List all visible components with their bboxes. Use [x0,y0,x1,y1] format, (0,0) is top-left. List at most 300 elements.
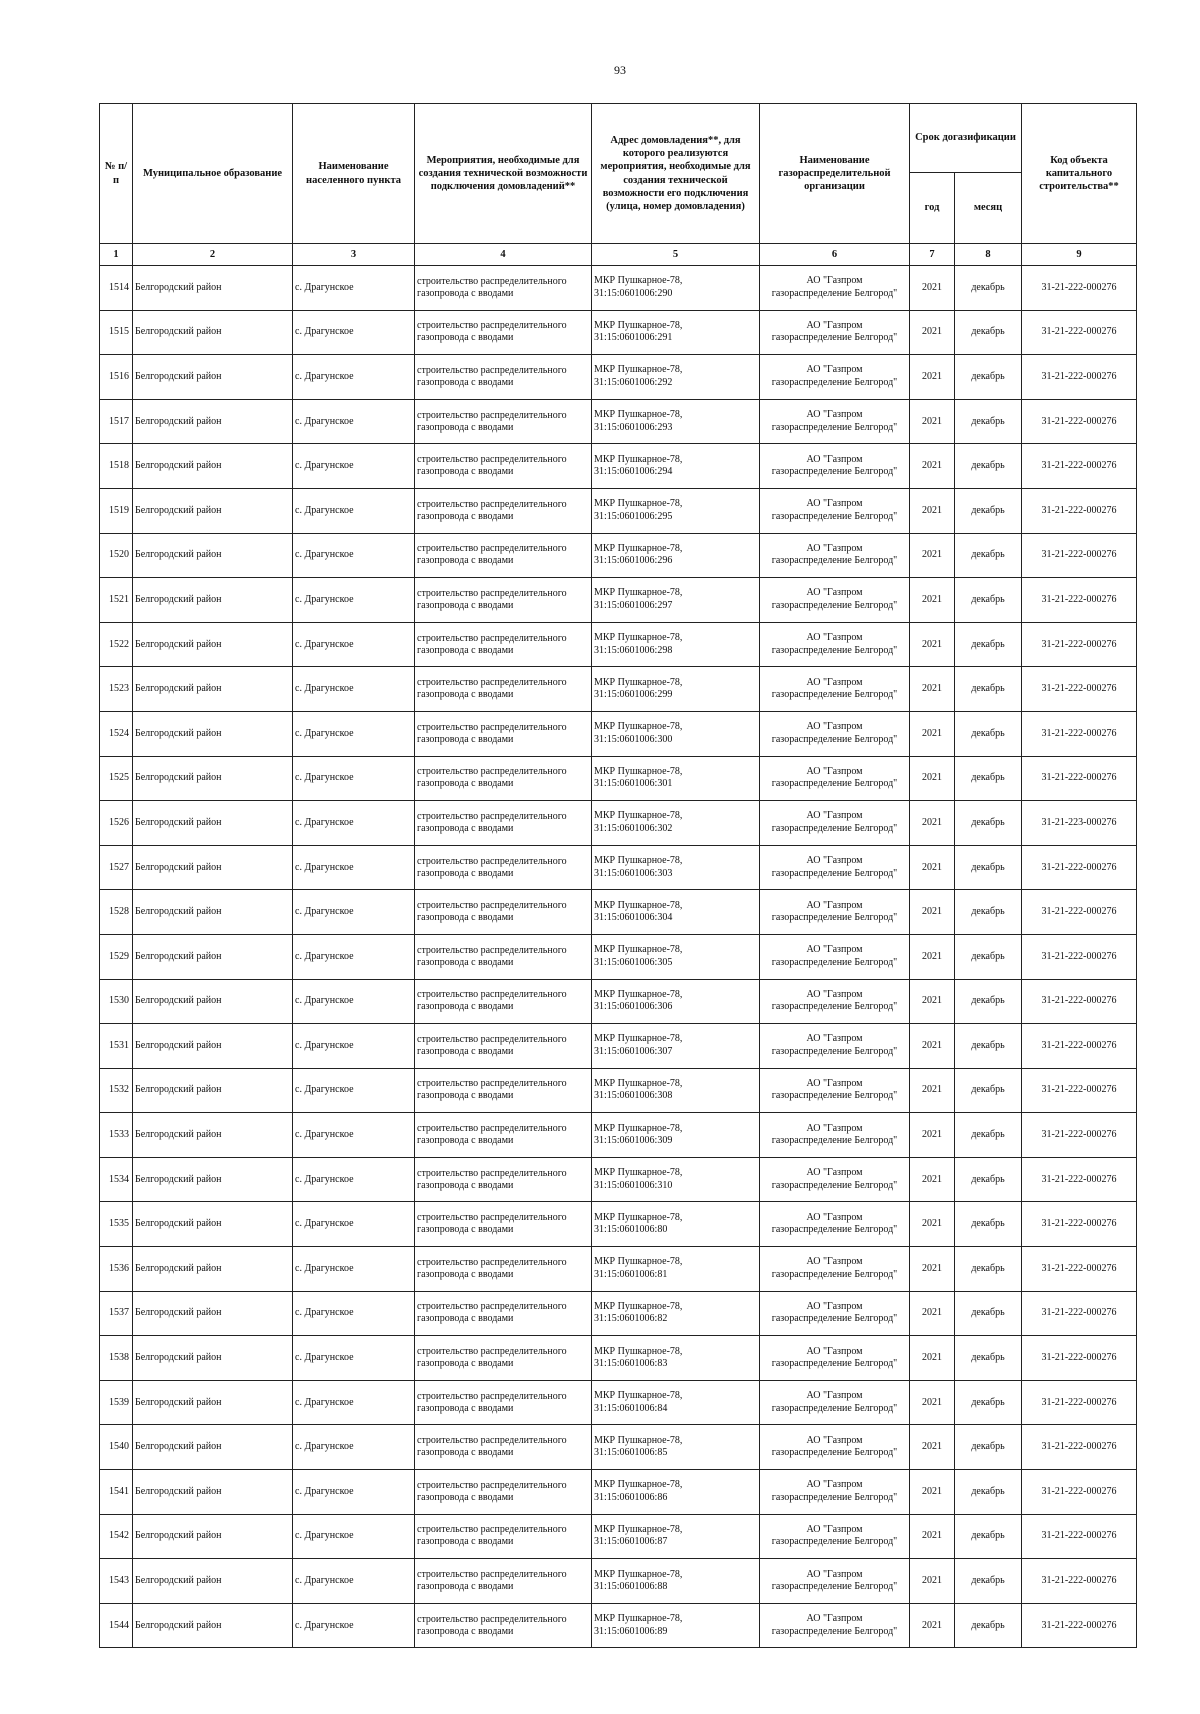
year-cell: 2021 [910,488,955,533]
address-cell-line-1: МКР Пушкарное-78, [594,1390,683,1402]
address-cell-line-1: МКР Пушкарное-78, [594,1033,683,1045]
organization-cell [760,1514,910,1559]
organization-cell-line-2: газораспределение Белгород" [771,421,898,433]
address-cell-line-1: МКР Пушкарное-78, [594,1256,683,1268]
organization-cell-line-1: АО "Газпром [806,498,863,510]
year-cell: 2021 [910,845,955,890]
row-number: 1514 [100,266,133,311]
year-cell: 2021 [910,1068,955,1113]
row-number: 1538 [100,1336,133,1381]
organization-cell [760,355,910,400]
object-code-cell: 31-21-222-000276 [1022,711,1137,756]
table-row [100,1514,1137,1559]
address-cell-line-1: МКР Пушкарное-78, [594,676,683,688]
municipality-cell: Белгородский район [133,355,293,400]
address-cell [592,1113,760,1158]
organization-cell-line-1: АО "Газпром [806,409,863,421]
measure-cell: строительство распределительного газопровода с вводами [415,1425,592,1470]
organization-cell-line-2: газораспределение Белгород" [771,1135,898,1147]
year-cell: 2021 [910,1157,955,1202]
month-cell: декабрь [955,533,1022,578]
municipality-cell: Белгородский район [133,399,293,444]
header-deadline: Срок догазификации [910,104,1022,173]
measure-cell: строительство распределительного газопровода с вводами [415,355,592,400]
organization-cell [760,890,910,935]
municipality-cell: Белгородский район [133,1336,293,1381]
municipality-cell: Белгородский район [133,1157,293,1202]
municipality-cell: Белгородский район [133,756,293,801]
address-cell-line-1: МКР Пушкарное-78, [594,587,683,599]
measure-cell: строительство распределительного газопровода с вводами [415,488,592,533]
address-cell-line-2: 31:15:0601006:297 [594,599,673,611]
organization-cell-line-1: АО "Газпром [806,721,863,733]
object-code-cell: 31-21-222-000276 [1022,1336,1137,1381]
object-code-cell: 31-21-222-000276 [1022,1068,1137,1113]
month-cell: декабрь [955,845,1022,890]
organization-cell [760,488,910,533]
table-row [100,1336,1137,1381]
address-cell-line-1: МКР Пушкарное-78, [594,1300,683,1312]
organization-cell-line-1: АО "Газпром [806,542,863,554]
organization-cell-line-2: газораспределение Белгород" [771,822,898,834]
row-number: 1519 [100,488,133,533]
organization-cell-line-1: АО "Газпром [806,1434,863,1446]
address-cell [592,533,760,578]
address-cell-line-1: МКР Пушкарное-78, [594,1167,683,1179]
municipality-cell: Белгородский район [133,622,293,667]
address-cell-line-1: МКР Пушкарное-78, [594,364,683,376]
year-cell: 2021 [910,1425,955,1470]
organization-cell-line-1: АО "Газпром [806,765,863,777]
address-cell [592,1559,760,1604]
organization-cell [760,1603,910,1648]
address-cell-line-1: МКР Пушкарное-78, [594,275,683,287]
object-code-cell: 31-21-222-000276 [1022,578,1137,623]
address-cell-line-2: 31:15:0601006:296 [594,555,673,567]
address-cell [592,711,760,756]
row-number: 1542 [100,1514,133,1559]
year-cell: 2021 [910,1603,955,1648]
settlement-cell: с. Драгунское [293,1157,415,1202]
object-code-cell: 31-21-222-000276 [1022,1603,1137,1648]
address-cell-line-2: 31:15:0601006:290 [594,287,673,299]
settlement-cell: с. Драгунское [293,1113,415,1158]
address-cell-line-1: МКР Пушкарное-78, [594,1434,683,1446]
municipality-cell: Белгородский район [133,1470,293,1515]
header-municipality: Муниципальное образование [133,104,293,244]
organization-cell [760,1113,910,1158]
address-cell [592,979,760,1024]
year-cell: 2021 [910,756,955,801]
measure-cell: строительство распределительного газопровода с вводами [415,1202,592,1247]
organization-cell-line-2: газораспределение Белгород" [771,689,898,701]
organization-cell-line-1: АО "Газпром [806,1033,863,1045]
measure-cell: строительство распределительного газопровода с вводами [415,1380,592,1425]
organization-cell [760,578,910,623]
settlement-cell: с. Драгунское [293,533,415,578]
organization-cell-line-1: АО "Газпром [806,810,863,822]
organization-cell-line-2: газораспределение Белгород" [771,956,898,968]
address-cell-line-1: МКР Пушкарное-78, [594,1122,683,1134]
address-cell [592,1024,760,1069]
year-cell: 2021 [910,444,955,489]
table-row [100,488,1137,533]
municipality-cell: Белгородский район [133,1380,293,1425]
organization-cell-line-2: газораспределение Белгород" [771,1358,898,1370]
organization-cell-line-2: газораспределение Белгород" [771,376,898,388]
organization-cell-line-2: газораспределение Белгород" [771,1491,898,1503]
table-row [100,1202,1137,1247]
object-code-cell: 31-21-222-000276 [1022,1113,1137,1158]
row-number: 1529 [100,934,133,979]
object-code-cell: 31-21-222-000276 [1022,845,1137,890]
address-cell [592,355,760,400]
month-cell: декабрь [955,1068,1022,1113]
object-code-cell: 31-21-222-000276 [1022,310,1137,355]
year-cell: 2021 [910,1380,955,1425]
address-cell [592,801,760,846]
month-cell: декабрь [955,667,1022,712]
month-cell: декабрь [955,444,1022,489]
municipality-cell: Белгородский район [133,667,293,712]
address-cell-line-1: МКР Пушкарное-78, [594,1523,683,1535]
address-cell-line-2: 31:15:0601006:87 [594,1536,668,1548]
address-cell [592,1068,760,1113]
organization-cell [760,1247,910,1292]
address-cell-line-2: 31:15:0601006:295 [594,510,673,522]
year-cell: 2021 [910,266,955,311]
municipality-cell: Белгородский район [133,1247,293,1292]
table-row [100,845,1137,890]
organization-cell [760,310,910,355]
municipality-cell: Белгородский район [133,1559,293,1604]
month-cell: декабрь [955,399,1022,444]
address-cell-line-2: 31:15:0601006:300 [594,733,673,745]
month-cell: декабрь [955,1380,1022,1425]
table-row [100,801,1137,846]
organization-cell [760,622,910,667]
organization-cell-line-2: газораспределение Белгород" [771,555,898,567]
month-cell: декабрь [955,622,1022,667]
table-row [100,1603,1137,1648]
settlement-cell: с. Драгунское [293,1514,415,1559]
address-cell [592,399,760,444]
row-number: 1531 [100,1024,133,1069]
month-cell: декабрь [955,1336,1022,1381]
row-number: 1544 [100,1603,133,1648]
table-row [100,890,1137,935]
address-cell-line-2: 31:15:0601006:88 [594,1581,668,1593]
year-cell: 2021 [910,355,955,400]
table-row [100,1247,1137,1292]
address-cell-line-1: МКР Пушкарное-78, [594,1613,683,1625]
organization-cell-line-1: АО "Газпром [806,1211,863,1223]
measure-cell: строительство распределительного газопровода с вводами [415,310,592,355]
settlement-cell: с. Драгунское [293,1603,415,1648]
row-number: 1517 [100,399,133,444]
gasification-table [99,103,1137,1648]
settlement-cell: с. Драгунское [293,488,415,533]
organization-cell-line-2: газораспределение Белгород" [771,466,898,478]
measure-cell: строительство распределительного газопровода с вводами [415,1247,592,1292]
address-cell-line-1: МКР Пушкарное-78, [594,765,683,777]
address-cell-line-2: 31:15:0601006:306 [594,1001,673,1013]
settlement-cell: с. Драгунское [293,979,415,1024]
address-cell-line-2: 31:15:0601006:83 [594,1358,668,1370]
organization-cell-line-1: АО "Газпром [806,944,863,956]
address-cell-line-1: МКР Пушкарное-78, [594,810,683,822]
object-code-cell: 31-21-222-000276 [1022,266,1137,311]
row-number: 1528 [100,890,133,935]
column-number: 3 [293,244,415,266]
address-cell [592,890,760,935]
object-code-cell: 31-21-222-000276 [1022,1425,1137,1470]
measure-cell: строительство распределительного газопровода с вводами [415,1514,592,1559]
organization-cell-line-1: АО "Газпром [806,364,863,376]
measure-cell: строительство распределительного газопровода с вводами [415,1024,592,1069]
organization-cell [760,801,910,846]
year-cell: 2021 [910,1559,955,1604]
table-row [100,979,1137,1024]
row-number: 1524 [100,711,133,756]
organization-cell-line-1: АО "Газпром [806,1523,863,1535]
object-code-cell: 31-21-222-000276 [1022,444,1137,489]
year-cell: 2021 [910,1470,955,1515]
address-cell-line-2: 31:15:0601006:302 [594,822,673,834]
row-number: 1518 [100,444,133,489]
object-code-cell: 31-21-222-000276 [1022,1470,1137,1515]
object-code-cell: 31-21-222-000276 [1022,979,1137,1024]
row-number: 1530 [100,979,133,1024]
municipality-cell: Белгородский район [133,1603,293,1648]
address-cell-line-2: 31:15:0601006:309 [594,1135,673,1147]
address-cell-line-1: МКР Пушкарное-78, [594,542,683,554]
municipality-cell: Белгородский район [133,1024,293,1069]
settlement-cell: с. Драгунское [293,1024,415,1069]
month-cell: декабрь [955,890,1022,935]
organization-cell-line-2: газораспределение Белгород" [771,1224,898,1236]
municipality-cell: Белгородский район [133,845,293,890]
settlement-cell: с. Драгунское [293,1559,415,1604]
month-cell: декабрь [955,1202,1022,1247]
table-row [100,1425,1137,1470]
organization-cell-line-2: газораспределение Белгород" [771,1581,898,1593]
address-cell [592,1336,760,1381]
organization-cell-line-2: газораспределение Белгород" [771,1045,898,1057]
address-cell [592,310,760,355]
row-number: 1521 [100,578,133,623]
settlement-cell: с. Драгунское [293,1425,415,1470]
measure-cell: строительство распределительного газопровода с вводами [415,890,592,935]
address-cell-line-2: 31:15:0601006:84 [594,1402,668,1414]
month-cell: декабрь [955,1470,1022,1515]
month-cell: декабрь [955,310,1022,355]
organization-cell-line-1: АО "Газпром [806,1613,863,1625]
month-cell: декабрь [955,1425,1022,1470]
measure-cell: строительство распределительного газопровода с вводами [415,1336,592,1381]
measure-cell: строительство распределительного газопровода с вводами [415,1603,592,1648]
organization-cell-line-2: газораспределение Белгород" [771,332,898,344]
column-number: 8 [955,244,1022,266]
address-cell-line-1: МКР Пушкарное-78, [594,319,683,331]
organization-cell-line-2: газораспределение Белгород" [771,867,898,879]
organization-cell [760,444,910,489]
organization-cell [760,1068,910,1113]
address-cell [592,756,760,801]
address-cell-line-1: МКР Пушкарное-78, [594,632,683,644]
organization-cell [760,667,910,712]
organization-cell-line-2: газораспределение Белгород" [771,599,898,611]
settlement-cell: с. Драгунское [293,1336,415,1381]
address-cell-line-2: 31:15:0601006:305 [594,956,673,968]
municipality-cell: Белгородский район [133,578,293,623]
organization-cell-line-2: газораспределение Белгород" [771,778,898,790]
municipality-cell: Белгородский район [133,801,293,846]
measure-cell: строительство распределительного газопровода с вводами [415,1291,592,1336]
year-cell: 2021 [910,1247,955,1292]
table-row [100,1068,1137,1113]
table-row [100,667,1137,712]
address-cell-line-1: МКР Пушкарное-78, [594,498,683,510]
organization-cell [760,1291,910,1336]
address-cell [592,1157,760,1202]
table-row [100,1113,1137,1158]
organization-cell [760,1202,910,1247]
address-cell [592,1603,760,1648]
organization-cell [760,934,910,979]
year-cell: 2021 [910,399,955,444]
measure-cell: строительство распределительного газопровода с вводами [415,1559,592,1604]
month-cell: декабрь [955,1157,1022,1202]
municipality-cell: Белгородский район [133,1113,293,1158]
month-cell: декабрь [955,1024,1022,1069]
organization-cell [760,266,910,311]
table-row [100,399,1137,444]
organization-cell-line-1: АО "Газпром [806,1256,863,1268]
organization-cell-line-1: АО "Газпром [806,1167,863,1179]
object-code-cell: 31-21-222-000276 [1022,622,1137,667]
organization-cell-line-2: газораспределение Белгород" [771,1268,898,1280]
table-header [100,104,1137,266]
address-cell-line-2: 31:15:0601006:292 [594,376,673,388]
month-cell: декабрь [955,979,1022,1024]
settlement-cell: с. Драгунское [293,355,415,400]
column-number: 7 [910,244,955,266]
month-cell: декабрь [955,1514,1022,1559]
address-cell-line-2: 31:15:0601006:81 [594,1268,668,1280]
year-cell: 2021 [910,1024,955,1069]
header-measures: Мероприятия, необходимые для создания технической возможности подключения домовладений** [415,104,592,244]
address-cell [592,578,760,623]
municipality-cell: Белгородский район [133,1514,293,1559]
object-code-cell: 31-21-222-000276 [1022,1380,1137,1425]
address-cell [592,1247,760,1292]
address-cell [592,622,760,667]
month-cell: декабрь [955,1603,1022,1648]
organization-cell-line-2: газораспределение Белгород" [771,733,898,745]
address-cell-line-1: МКР Пушкарное-78, [594,1345,683,1357]
measure-cell: строительство распределительного газопровода с вводами [415,1470,592,1515]
organization-cell-line-2: газораспределение Белгород" [771,1179,898,1191]
table-row [100,266,1137,311]
address-cell [592,1470,760,1515]
organization-cell-line-2: газораспределение Белгород" [771,1001,898,1013]
year-cell: 2021 [910,801,955,846]
object-code-cell: 31-21-222-000276 [1022,1559,1137,1604]
object-code-cell: 31-21-222-000276 [1022,756,1137,801]
settlement-cell: с. Драгунское [293,578,415,623]
header-year: год [910,173,955,244]
address-cell [592,1291,760,1336]
month-cell: декабрь [955,711,1022,756]
organization-cell-line-1: АО "Газпром [806,319,863,331]
organization-cell-line-1: АО "Газпром [806,899,863,911]
organization-cell-line-1: АО "Газпром [806,1479,863,1491]
row-number: 1527 [100,845,133,890]
organization-cell-line-2: газораспределение Белгород" [771,1402,898,1414]
row-number: 1532 [100,1068,133,1113]
year-cell: 2021 [910,1514,955,1559]
measure-cell: строительство распределительного газопровода с вводами [415,979,592,1024]
organization-cell-line-1: АО "Газпром [806,676,863,688]
measure-cell: строительство распределительного газопровода с вводами [415,399,592,444]
month-cell: декабрь [955,756,1022,801]
measure-cell: строительство распределительного газопровода с вводами [415,622,592,667]
organization-cell-line-1: АО "Газпром [806,1345,863,1357]
row-number: 1541 [100,1470,133,1515]
column-number: 6 [760,244,910,266]
column-number: 9 [1022,244,1137,266]
year-cell: 2021 [910,711,955,756]
table-row [100,578,1137,623]
month-cell: декабрь [955,1291,1022,1336]
address-cell-line-2: 31:15:0601006:85 [594,1447,668,1459]
organization-cell-line-2: газораспределение Белгород" [771,510,898,522]
table-row [100,1559,1137,1604]
organization-cell-line-2: газораспределение Белгород" [771,1090,898,1102]
measure-cell: строительство распределительного газопровода с вводами [415,578,592,623]
year-cell: 2021 [910,578,955,623]
organization-cell-line-1: АО "Газпром [806,1077,863,1089]
measure-cell: строительство распределительного газопровода с вводами [415,1068,592,1113]
object-code-cell: 31-21-222-000276 [1022,533,1137,578]
organization-cell-line-2: газораспределение Белгород" [771,287,898,299]
row-number: 1543 [100,1559,133,1604]
month-cell: декабрь [955,266,1022,311]
settlement-cell: с. Драгунское [293,1247,415,1292]
object-code-cell: 31-21-222-000276 [1022,667,1137,712]
object-code-cell: 31-21-222-000276 [1022,1202,1137,1247]
address-cell-line-1: МКР Пушкарное-78, [594,721,683,733]
address-cell-line-2: 31:15:0601006:303 [594,867,673,879]
organization-cell-line-2: газораспределение Белгород" [771,1447,898,1459]
address-cell-line-2: 31:15:0601006:293 [594,421,673,433]
row-number: 1534 [100,1157,133,1202]
address-cell-line-2: 31:15:0601006:307 [594,1045,673,1057]
municipality-cell: Белгородский район [133,310,293,355]
address-cell-line-2: 31:15:0601006:299 [594,689,673,701]
measure-cell: строительство распределительного газопровода с вводами [415,756,592,801]
object-code-cell: 31-21-222-000276 [1022,1247,1137,1292]
settlement-cell: с. Драгунское [293,310,415,355]
row-number: 1537 [100,1291,133,1336]
year-cell: 2021 [910,667,955,712]
row-number: 1533 [100,1113,133,1158]
object-code-cell: 31-21-222-000276 [1022,1514,1137,1559]
year-cell: 2021 [910,1113,955,1158]
settlement-cell: с. Драгунское [293,266,415,311]
year-cell: 2021 [910,979,955,1024]
